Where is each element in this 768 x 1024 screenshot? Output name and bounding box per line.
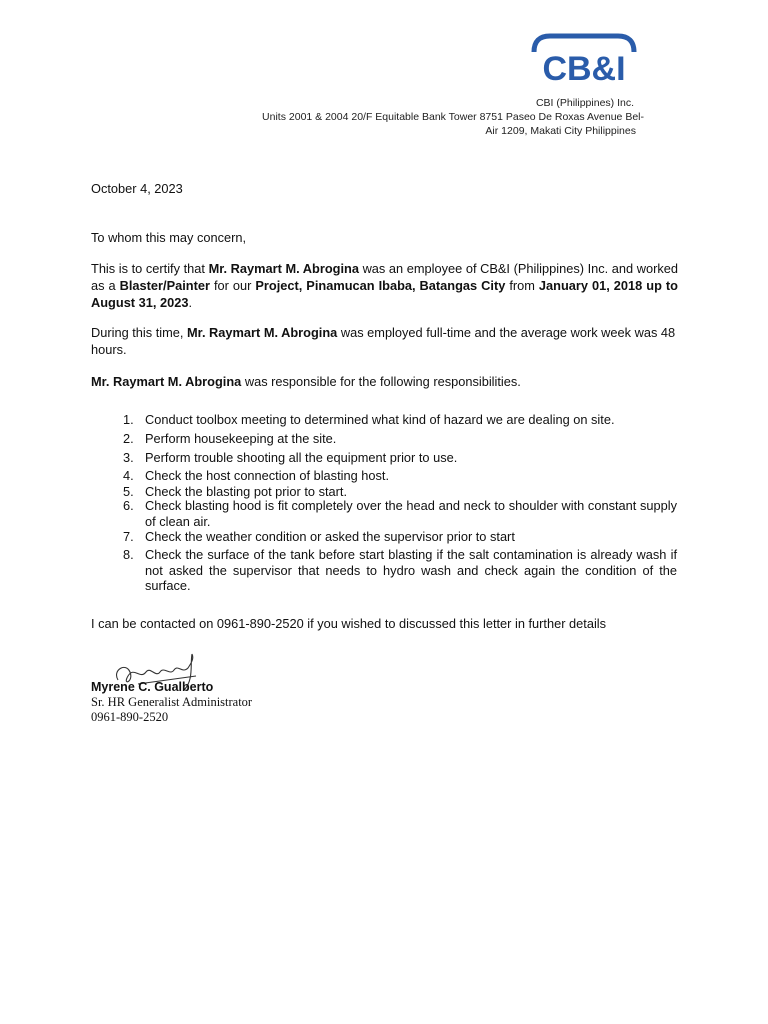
company-name: CBI (Philippines) Inc. [535, 97, 634, 109]
list-item-text: Check the weather condition or asked the supervisor prior to start [145, 529, 515, 544]
p1-text-c: for our [209, 278, 256, 293]
list-item-text: Check the blasting pot prior to start. [145, 484, 348, 499]
employee-name: Mr. Raymart M. Abrogina [187, 325, 338, 340]
logo-text: CB&I [542, 50, 626, 84]
p1-text-d: from [505, 278, 539, 293]
list-item-text: Perform trouble shooting all the equipment prior to use. [145, 450, 458, 465]
address-line-2: Air 1209, Makati City Philippines [485, 125, 636, 137]
list-item-text: Perform housekeeping at the site. [145, 431, 337, 446]
list-item-text: Check blasting hood is fit completely over the head and neck to shoulder with constant supply of clean air. [145, 498, 677, 529]
list-item-number: 8. [123, 547, 134, 562]
responsibilities-intro [91, 373, 678, 390]
project-name: Project, Pinamucan Ibaba, Batangas City [255, 278, 506, 293]
list-item-number: 1. [123, 412, 134, 427]
signatory-title: Sr. HR Generalist Administrator [91, 695, 253, 709]
list-item-number: 6. [123, 498, 134, 513]
list-item-number: 4. [123, 468, 134, 483]
p2-text-b: was employed full-time and the average work week was 48 hours. [91, 325, 676, 357]
employment-period: January 01, 2018 up to August 31, 2023 [91, 278, 678, 310]
p3-text-b: was responsible for the following responsibilities. [241, 374, 521, 389]
employee-position: Blaster/Painter [119, 278, 210, 293]
signatory-name: Myrene C. Gualberto [91, 680, 214, 694]
list-item-number: 2. [123, 431, 134, 446]
p1-text-a: This is to certify that [91, 261, 209, 276]
address-line-1: Units 2001 & 2004 20/F Equitable Bank Tower 8751 Paseo De Roxas Avenue Bel- [262, 111, 644, 123]
p1-text-b: was an employee of CB&I (Philippines) Inc. and worked as a [91, 261, 679, 293]
list-item-number: 3. [123, 450, 134, 465]
signatory-block [91, 680, 391, 725]
p1-text-e: . [188, 295, 193, 310]
list-item-text: Check the surface of the tank before start blasting if the salt contamination is already wash if not asked the supervisor that needs to hydro wash and check again the condition of the surface. [145, 547, 677, 593]
list-item-number: 5. [123, 484, 134, 499]
employee-name: Mr. Raymart M. Abrogina [91, 374, 242, 389]
list-item-text: Check the host connection of blasting host. [145, 468, 390, 483]
signatory-phone: 0961-890-2520 [91, 710, 169, 724]
certification-paragraph [91, 260, 678, 311]
salutation: To whom this may concern, [91, 230, 247, 245]
contact-line: I can be contacted on 0961-890-2520 if you wished to discussed this letter in further details [91, 616, 607, 631]
list-item-text: Conduct toolbox meeting to determined what kind of hazard we are dealing on site. [145, 412, 615, 427]
company-logo [528, 30, 640, 84]
list-item-number: 7. [123, 529, 134, 544]
employee-name: Mr. Raymart M. Abrogina [208, 261, 359, 276]
letter-date: October 4, 2023 [91, 181, 183, 196]
company-address [230, 96, 634, 110]
p2-text-a: During this time, [91, 325, 188, 340]
employment-paragraph [91, 324, 678, 358]
